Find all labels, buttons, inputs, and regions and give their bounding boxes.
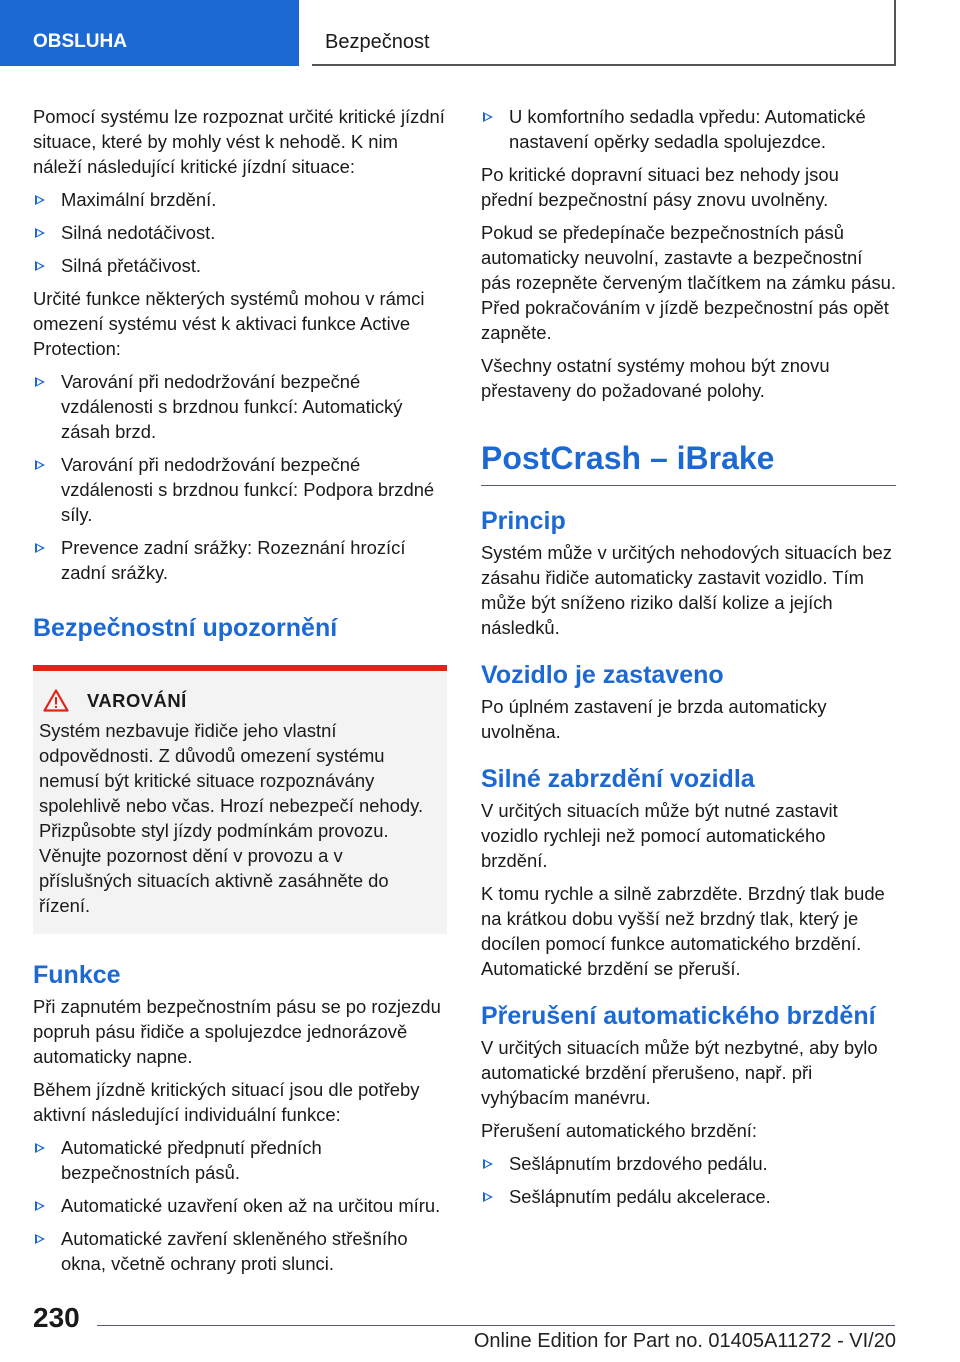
safety-heading: Bezpečnostní upozornění <box>33 614 338 642</box>
bullet-triangle-icon <box>35 195 45 205</box>
continued-list <box>481 104 896 154</box>
list-item: Silná přetáčivost. <box>33 253 447 278</box>
warning-title: VAROVÁNÍ <box>87 689 187 711</box>
right-column <box>481 104 896 1217</box>
warning-box <box>33 665 447 934</box>
strong-paragraph-2: K tomu rychle a silně zabrzděte. Brzdný tlak bude na krátkou dobu vyšší než brzdný tlak, který je docílen pomocí funkce automatického brzdění. Automatické brzdění se přeruší. <box>481 883 885 979</box>
list-item: Sešlápnutím pedálu akcelerace. <box>481 1184 896 1209</box>
strong-braking-heading: Silné zabrzdění vozidla <box>481 765 755 793</box>
strong-paragraph-1: V určitých situacích může být nutné zastavit vozidlo rychleji než pomocí automatického brzdění. <box>481 800 838 871</box>
list-item: Varování při nedodržování bezpečné vzdálenosti s brzdnou funkcí: Automatický zásah brzd. <box>33 369 447 444</box>
warning-text: Systém nezbavuje řidiče jeho vlastní odpovědnosti. Z důvodů omezení systému nemusí být kritické situace rozpoznávány spolehlivě nebo včas. Hrozí nebezpečí nehody. Přizpůsobte styl jízdy podmínkám provozu. Věnujte pozornost dění v provozu a v příslušných situacích aktivně zasáhněte do řízení. <box>39 720 424 916</box>
list-item: Sešlápnutím brzdového pedálu. <box>481 1151 896 1176</box>
bullet-triangle-icon <box>35 261 45 271</box>
interrupt-paragraph-2: Přerušení automatického brzdění: <box>481 1120 758 1141</box>
bullet-triangle-icon <box>35 228 45 238</box>
funkce-list <box>33 1135 447 1276</box>
list-item: Silná nedotáčivost. <box>33 220 447 245</box>
bullet-triangle-icon <box>35 460 45 470</box>
intro-paragraph: Pomocí systému lze rozpoznat určité kritické jízdní situace, které by mohly vést k nehodě. K nim náleží následující kritické jízdní situace: <box>33 106 445 177</box>
stopped-heading: Vozidlo je zastaveno <box>481 661 724 689</box>
list-item: Maximální brzdění. <box>33 187 447 212</box>
edition-text: Online Edition for Part no. 01405A11272 - VI/20 <box>473 1330 896 1352</box>
right-paragraph-2: Pokud se předepínače bezpečnostních pásů automaticky neuvolní, zastavte a bezpečnostní pás rozepněte červeným tlačítkem na zámku pásu. Před pokračováním v jízdě bezpečnostní pás opět zapněte. <box>481 222 897 343</box>
bullet-triangle-icon <box>35 1234 45 1244</box>
bullet-triangle-icon <box>35 377 45 387</box>
situations-list <box>33 187 447 278</box>
left-column <box>33 104 447 1284</box>
funkce-paragraph-1: Při zapnutém bezpečnostním pásu se po rozjezdu popruh pásu řidiče a spolujezdce jednorázově automaticky napne. <box>33 996 441 1067</box>
bullet-triangle-icon <box>483 1159 493 1169</box>
interrupt-heading: Přerušení automatického brzdění <box>481 1002 876 1030</box>
list-item: Prevence zadní srážky: Rozeznání hrozící zadní srážky. <box>33 535 447 585</box>
funkce-paragraph-2: Během jízdně kritických situací jsou dle potřeby aktivní následující individuální funkce: <box>33 1079 420 1125</box>
list-item: Automatické zavření skleněného střešního okna, včetně ochrany proti slunci. <box>33 1226 447 1276</box>
bullet-triangle-icon <box>35 543 45 553</box>
page-number: 230 <box>33 1302 80 1333</box>
list-item: U komfortního sedadla vpředu: Automatické nastavení opěrky sedadla spolujezdce. <box>481 104 896 154</box>
interrupt-list <box>481 1151 896 1209</box>
section-tab: OBSLUHA <box>0 0 299 66</box>
right-paragraph-3: Všechny ostatní systémy mohou být znovu přestaveny do požadované polohy. <box>481 355 830 401</box>
princip-paragraph: Systém může v určitých nehodových situacích bez zásahu řidiče automaticky zastavit vozidlo. Tím může být sníženo riziko další kolize a jejích následků. <box>481 542 892 638</box>
princip-heading: Princip <box>481 507 566 535</box>
warning-triangle-icon <box>43 689 69 712</box>
footer-rule <box>97 1325 895 1326</box>
list-item: Varování při nedodržování bezpečné vzdálenosti s brzdnou funkcí: Podpora brzdné síly. <box>33 452 447 527</box>
interrupt-paragraph-1: V určitých situacích může být nezbytné, aby bylo automatické brzdění přerušeno, např. při vyhýbacím manévru. <box>481 1037 878 1108</box>
list-item: Automatické uzavření oken až na určitou míru. <box>33 1193 447 1218</box>
bullet-triangle-icon <box>483 112 493 122</box>
warnings-list <box>33 369 447 585</box>
active-protection-paragraph: Určité funkce některých systémů mohou v rámci omezení systému vést k aktivaci funkce Active Protection: <box>33 288 425 359</box>
page-title: Bezpečnost <box>312 0 896 66</box>
postcrash-heading: PostCrash – iBrake <box>481 437 896 486</box>
list-item: Automatické předpnutí předních bezpečnostních pásů. <box>33 1135 447 1185</box>
bullet-triangle-icon <box>35 1143 45 1153</box>
stopped-paragraph: Po úplném zastavení je brzda automaticky uvolněna. <box>481 696 827 742</box>
right-paragraph-1: Po kritické dopravní situaci bez nehody jsou přední bezpečnostní pásy znovu uvolněny. <box>481 164 839 210</box>
bullet-triangle-icon <box>35 1201 45 1211</box>
funkce-heading: Funkce <box>33 961 121 989</box>
bullet-triangle-icon <box>483 1192 493 1202</box>
